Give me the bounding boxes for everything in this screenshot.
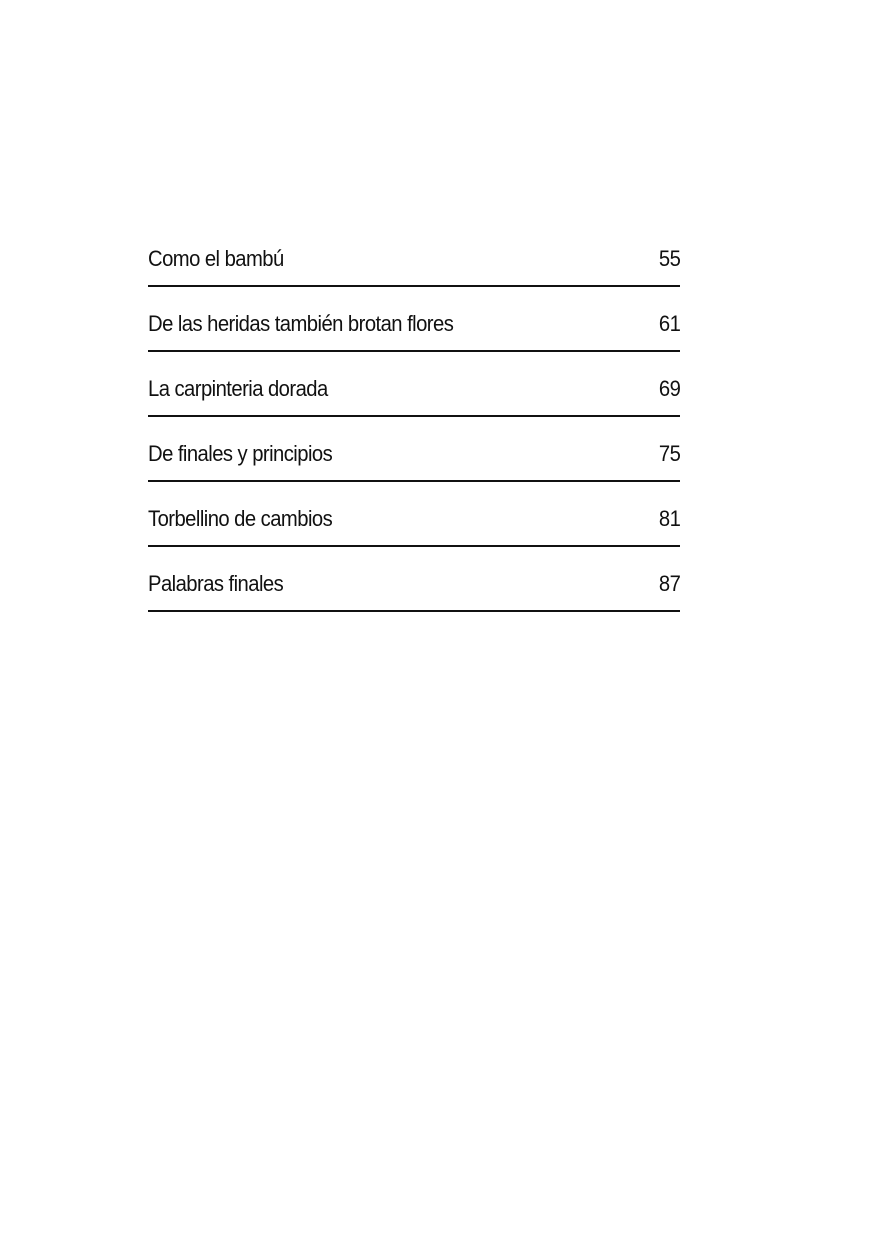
toc-entry[interactable] (148, 354, 680, 417)
table-of-contents (148, 224, 680, 614)
toc-entry-title: Torbellino de cambios (148, 506, 333, 531)
toc-entry-title: Palabras finales (148, 571, 284, 596)
toc-entry[interactable] (148, 224, 680, 287)
toc-entry[interactable] (148, 549, 680, 612)
toc-entry-title: Como el bambú (148, 246, 284, 271)
toc-entry[interactable] (148, 289, 680, 352)
toc-entry-page-number: 87 (658, 571, 680, 596)
toc-entry-page-number: 81 (658, 506, 680, 531)
toc-entry-page-number: 55 (658, 246, 680, 271)
toc-entry[interactable] (148, 419, 680, 482)
toc-entry-title: De las heridas también brotan flores (148, 311, 454, 336)
toc-entry-page-number: 75 (658, 441, 680, 466)
toc-entry-page-number: 61 (658, 311, 680, 336)
toc-entry-title: De finales y principios (148, 441, 333, 466)
toc-entry-title: La carpinteria dorada (148, 376, 328, 401)
toc-entry-page-number: 69 (658, 376, 680, 401)
toc-entry[interactable] (148, 484, 680, 547)
